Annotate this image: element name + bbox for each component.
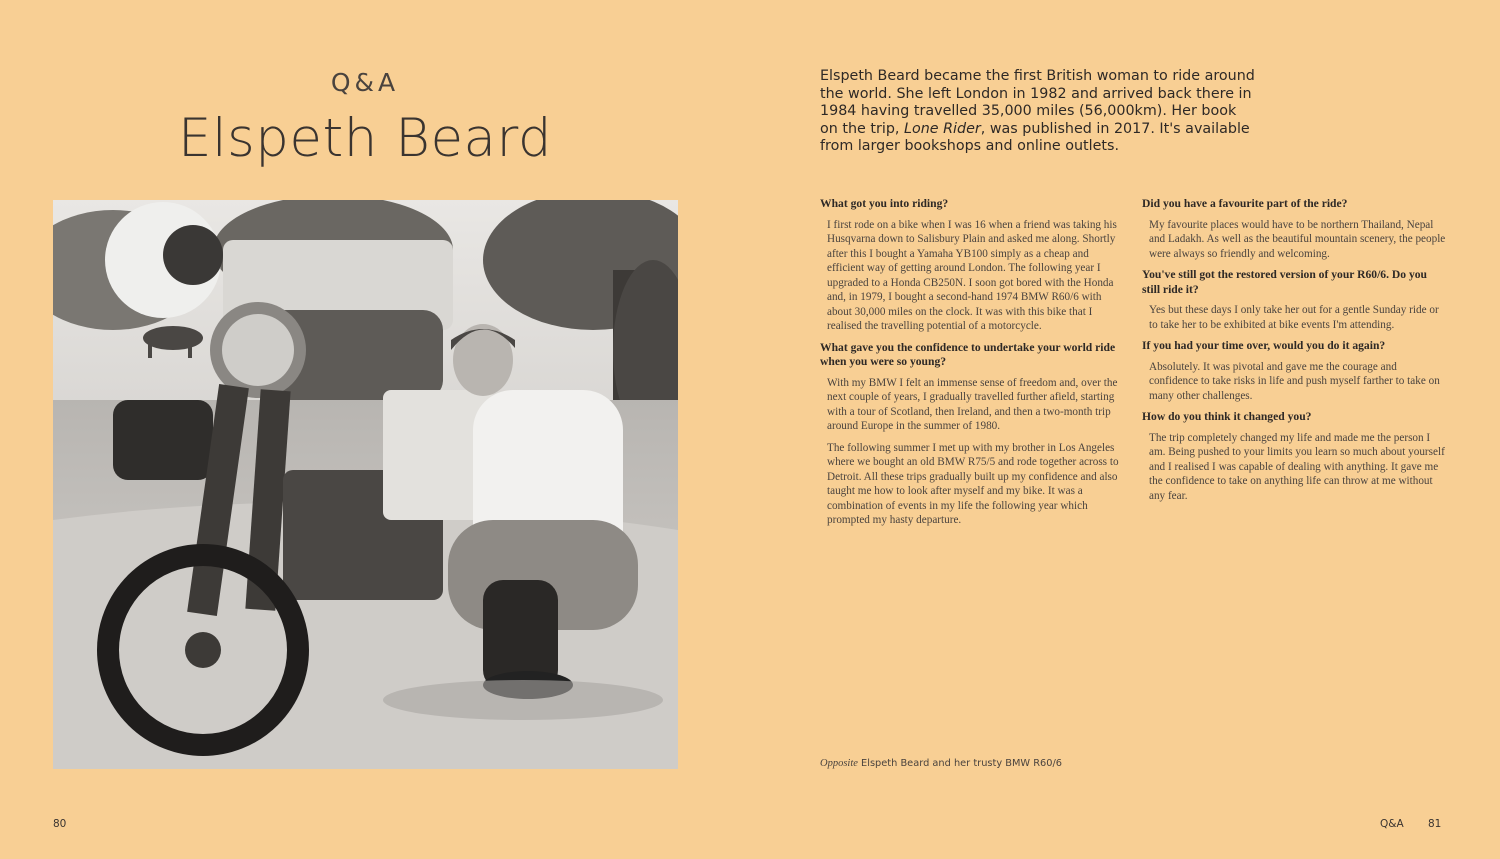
qa-item: [1142, 339, 1447, 403]
qa-column-right: [1142, 197, 1447, 510]
running-footer-section: Q&A: [1380, 818, 1404, 830]
section-kicker: Q&A: [330, 68, 400, 97]
qa-item: [1142, 268, 1447, 332]
intro-text-after: , was published in 2017. It's available from larger bookshops and online outlets.: [820, 120, 1250, 155]
page-number-right: 81: [1428, 818, 1442, 830]
qa-item: [1142, 197, 1447, 261]
question: What gave you the confidence to undertake your world ride when you were so young?: [820, 340, 1116, 369]
answer: I first rode on a bike when I was 16 when a friend was taking his Husqvarna down to Salisbury Plain and asked me along. Shortly after this I bought a Yamaha YB100 simply as a cheap and efficient way of getting around London. The following year I upgraded to a Honda CB250N. I soon got bored with the Honda and, in 1979, I bought a second-hand 1974 BMW R60/6 with about 30,000 miles on the clock. It was with this bike that I realised the travelling potential of a motorcycle.: [827, 218, 1117, 333]
answer: With my BMW I felt an immense sense of freedom and, over the next couple of years, I gradually travelled further afield, starting with a tour of Scotland, then Ireland, and then a two-month trip around Europe in the summer of 1980.: [827, 376, 1118, 433]
page-number-left: 80: [53, 818, 67, 830]
question: You've still got the restored version of your R60/6. Do you still ride it?: [1142, 268, 1428, 296]
question: How do you think it changed you?: [1142, 410, 1312, 424]
qa-item: [1142, 410, 1447, 503]
caption-lead: Opposite: [820, 758, 858, 769]
qa-item: [820, 197, 1125, 334]
photo-illustration: [53, 200, 678, 769]
answer: Absolutely. It was pivotal and gave me the courage and confidence to take risks in life and push myself farther to take on many other challenges.: [1149, 360, 1440, 402]
page-title: Elspeth Beard: [177, 108, 553, 169]
intro-text-before: Elspeth Beard became the first British woman to ride around the world. She left London in 1982 and arrived back there in 1984 having travelled 35,000 miles (56,000km). Her book on the trip,: [820, 68, 1255, 137]
answer: The following summer I met up with my brother in Los Angeles where we bought an old BMW R75/5 and rode together across to Detroit. All these trips gradually built up my confidence and also taught me how to look after myself and my bike. It was a combination of events in my life the following year which prompted my hasty departure.: [827, 441, 1119, 527]
question: Did you have a favourite part of the ride?: [1142, 197, 1348, 210]
intro-paragraph: [820, 68, 1258, 156]
photo-caption: [820, 758, 1220, 769]
qa-item: [820, 341, 1125, 528]
answer: My favourite places would have to be northern Thailand, Nepal and Ladakh. As well as the beautiful mountain scenery, the people were always so friendly and welcoming.: [1149, 218, 1446, 260]
book-title: Lone Rider: [903, 120, 981, 137]
photo-motorcycle-rider: [53, 200, 678, 769]
qa-column-left: [820, 197, 1125, 535]
caption-text: Elspeth Beard and her trusty BMW R60/6: [857, 758, 1063, 769]
question: What got you into riding?: [820, 197, 949, 210]
answer: Yes but these days I only take her out for a gentle Sunday ride or to take her to be exhibited at bike events I'm attending.: [1149, 304, 1439, 331]
answer: The trip completely changed my life and made me the person I am. Being pushed to your limits you learn so much about yourself and I realised I was capable of dealing with anything. It gave me the confidence to take on anything life can throw at me without any fear.: [1149, 431, 1445, 502]
question: If you had your time over, would you do it again?: [1142, 339, 1386, 353]
